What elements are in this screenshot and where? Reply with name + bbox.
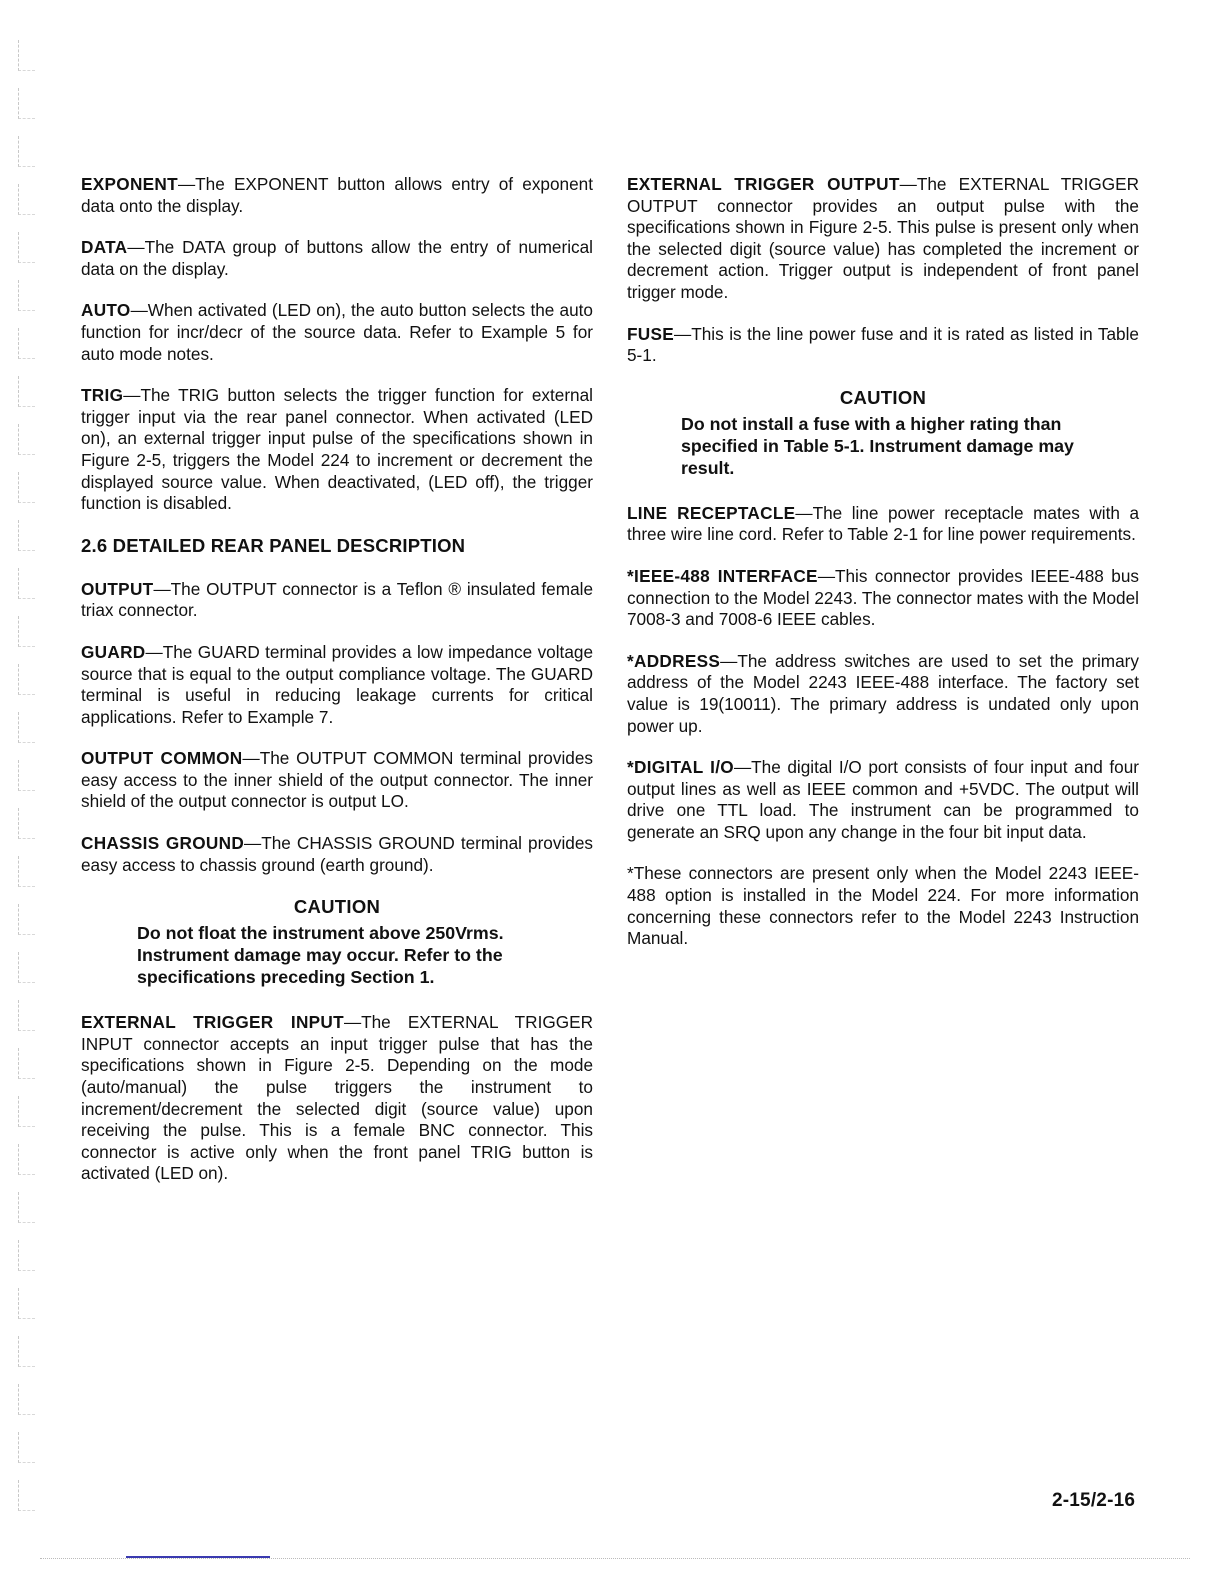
external-trigger-input-term: EXTERNAL TRIGGER INPUT [81, 1012, 344, 1033]
external-trigger-input-text: —The EXTERNAL TRIGGER INPUT connector accepts an input trigger pulse that has the specifications shown in Figure 2-5. Depending on the mode (auto/manual) the pulse triggers the instrument to increment/decrement the selected digit (source value) upon receiving the pulse. This is a female BNC connector. This connector is active only when the front panel TRIG button is activated (LED on). [81, 1012, 593, 1184]
trig-term: TRIG [81, 385, 124, 406]
address-description [627, 651, 1139, 737]
digital-io-text: —The digital I/O port consists of four input and four output lines as well as IEEE common and +5VDC. The output will drive one TTL load. The instrument can be programmed to generate an SRQ upon any change in the four bit input data. [627, 757, 1140, 842]
ieee-interface-term: *IEEE-488 INTERFACE [627, 565, 818, 586]
connector-footnote: *These connectors are present only when the Model 2243 IEEE-488 option is installed in the Model 224. For more information concerning these connectors refer to the Model 2243 Instruction Manual. [627, 863, 1139, 949]
chassis-ground-text: —The CHASSIS GROUND terminal provides easy access to chassis ground (earth ground). [81, 833, 593, 875]
scan-bottom-edge [40, 1558, 1190, 1559]
chassis-ground-term: CHASSIS GROUND [81, 833, 245, 854]
line-receptacle-text: —The line power receptacle mates with a three wire line cord. Refer to Table 2-1 for line power requirements. [627, 502, 1140, 545]
auto-term: AUTO [81, 300, 131, 321]
caution-text: Do not float the instrument above 250Vrms. Instrument damage may occur. Refer to the specifications preceding Section 1. [137, 923, 504, 988]
digital-io-term: *DIGITAL I/O [627, 757, 734, 778]
binding-margin-marks [18, 40, 38, 1520]
auto-description [81, 300, 593, 365]
data-text: —The DATA group of buttons allow the entry of numerical data on the display. [81, 237, 593, 279]
external-trigger-output-term: EXTERNAL TRIGGER OUTPUT [627, 174, 900, 194]
auto-text: —When activated (LED on), the auto button selects the auto function for incr/decr of the source data. Refer to Example 5 for auto mode notes. [81, 300, 593, 364]
section-heading: 2.6 DETAILED REAR PANEL DESCRIPTION [81, 534, 466, 556]
bottom-rule [126, 1556, 270, 1558]
exponent-description [81, 174, 593, 217]
guard-term: GUARD [81, 641, 146, 662]
caution-text: Do not install a fuse with a higher rating than specified in Table 5-1. Instrument damage may result. [681, 413, 1074, 478]
guard-text: —The GUARD terminal provides a low impedance voltage source that is equal to the output compliance voltage. The GUARD terminal is useful in reducing leakage currents for critical applications. Refer to Example 7. [81, 641, 593, 727]
external-trigger-output-description [627, 174, 1139, 304]
address-term: *ADDRESS [627, 650, 721, 671]
digital-io-description [627, 757, 1139, 843]
data-description [81, 237, 593, 280]
output-description [81, 579, 593, 622]
guard-description [81, 642, 593, 728]
ieee-interface-description [627, 566, 1139, 631]
output-term: OUTPUT [81, 578, 154, 599]
ieee-interface-text: —This connector provides IEEE-488 bus connection to the Model 2243. The connector mates with the Model 7008-3 and 7008-6 IEEE cables. [627, 565, 1139, 630]
exponent-text: —The EXPONENT button allows entry of exponent data onto the display. [81, 174, 593, 216]
output-common-term: OUTPUT COMMON [81, 748, 243, 769]
left-column [81, 174, 593, 1205]
fuse-text: —This is the line power fuse and it is rated as listed in Table 5-1. [627, 323, 1139, 366]
output-common-description [81, 748, 593, 813]
fuse-description [627, 324, 1139, 367]
trig-description [81, 385, 593, 515]
fuse-caution-box [627, 387, 1139, 479]
external-trigger-output-text: —The EXTERNAL TRIGGER OUTPUT connector provides an output pulse with the specifications shown in Figure 2-5. This pulse is present only when the selected digit (source value) has completed the increment or decrement action. Trigger output is independent of front panel trigger mode. [627, 174, 1139, 302]
chassis-ground-description [81, 833, 593, 876]
address-text: —The address switches are used to set the primary address of the Model 2243 IEEE-488 interface. The factory set value is 19(10011). The primary address is undated only upon power up. [627, 650, 1139, 736]
right-column [627, 174, 1139, 970]
exponent-term: EXPONENT [81, 174, 178, 194]
data-term: DATA [81, 237, 128, 258]
output-text: —The OUTPUT connector is a Teflon ® insulated female triax connector. [81, 578, 593, 621]
page-number: 2-15/2-16 [1052, 1490, 1136, 1511]
line-receptacle-term: LINE RECEPTACLE [627, 502, 796, 523]
caution-title: CAUTION [839, 386, 927, 408]
fuse-term: FUSE [627, 323, 675, 344]
output-common-text: —The OUTPUT COMMON terminal provides easy access to the inner shield of the output connector. The inner shield of the output connector is output LO. [81, 748, 593, 812]
external-trigger-input-description [81, 1012, 593, 1185]
float-caution-box [81, 896, 593, 988]
trig-text: —The TRIG button selects the trigger function for external trigger input via the rear panel connector. When activated (LED on), an external trigger input pulse of the specifications shown in Figure 2-5, triggers the Model 224 to increment or decrement the displayed source value. When deactivated, (LED off), the trigger function is disabled. [81, 385, 593, 514]
caution-title: CAUTION [293, 896, 381, 918]
line-receptacle-description [627, 503, 1139, 546]
